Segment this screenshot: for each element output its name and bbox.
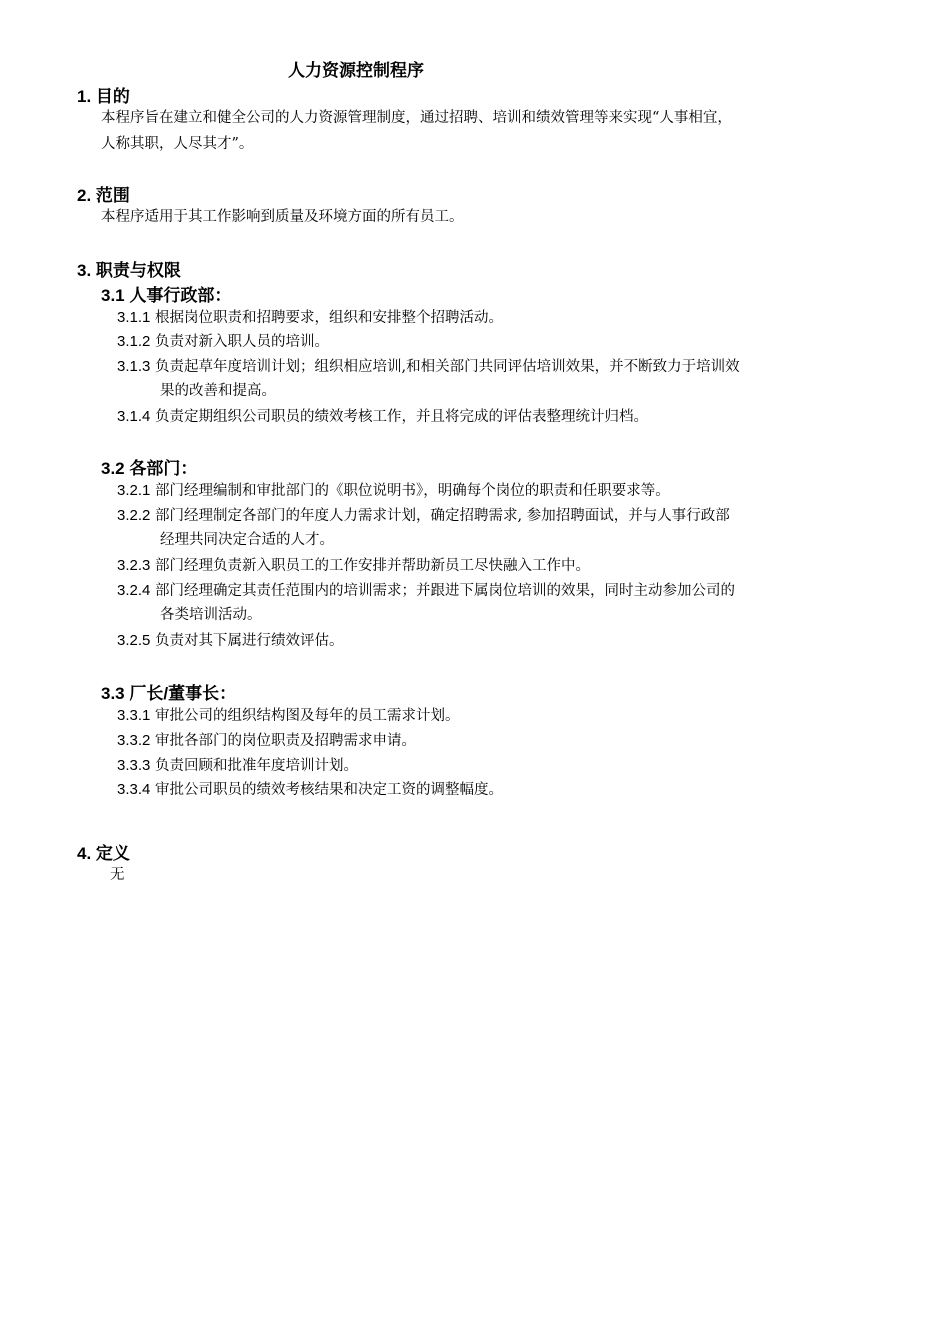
list-item: [117, 404, 648, 430]
subsection-heading-hr-admin: 3.1 人事行政部：: [101, 286, 232, 305]
item-number: 3.3.2: [117, 732, 151, 749]
item-text: 负责起草年度培训计划；组织相应培训,和相关部门共同评估培训效果，并不断致力于培训效: [154, 359, 740, 375]
section-text-line: 本程序适用于其工作影响到质量及环境方面的所有员工。: [101, 209, 464, 225]
subsection-heading-director: 3.3 厂长/董事长：: [101, 684, 237, 703]
item-number: 3.3.1: [117, 707, 151, 724]
section-text-line: 本程序旨在建立和健全公司的人力资源管理制度，通过招聘、培训和绩效管理等来实现“人事相宜，: [101, 110, 732, 126]
item-text: 审批公司的组织结构图及每年的员工需求计划。: [154, 708, 460, 724]
list-item: [117, 728, 416, 754]
item-number: 3.2.5: [117, 632, 151, 649]
item-number: 3.1.4: [117, 408, 151, 425]
section-heading-scope: 2. 范围: [77, 186, 130, 205]
item-text: 审批各部门的岗位职责及招聘需求申请。: [154, 733, 416, 749]
item-text: 根据岗位职责和招聘要求，组织和安排整个招聘活动。: [154, 310, 503, 326]
item-text: 部门经理确定其责任范围内的培训需求；并跟进下属岗位培训的效果，同时主动参加公司的: [154, 583, 735, 599]
item-number: 3.2.3: [117, 557, 151, 574]
list-item: [117, 703, 459, 729]
list-item: [117, 503, 730, 529]
item-number: 3.1.1: [117, 309, 151, 326]
item-continuation: 各类培训活动。: [160, 607, 262, 623]
section-heading-purpose: 1. 目的: [77, 87, 130, 106]
item-text: 负责对其下属进行绩效评估。: [154, 633, 344, 649]
document-title: 人力资源控制程序: [288, 61, 424, 81]
item-text: 负责回顾和批准年度培训计划。: [154, 758, 358, 774]
item-continuation: 经理共同决定合适的人才。: [160, 532, 334, 548]
item-continuation: 果的改善和提高。: [160, 383, 276, 399]
list-item: [117, 553, 590, 579]
list-item: [117, 753, 358, 779]
item-text: 部门经理编制和审批部门的《职位说明书》，明确每个岗位的职责和任职要求等。: [154, 483, 670, 499]
item-text: 部门经理制定各部门的年度人力需求计划，确定招聘需求, 参加招聘面试，并与人事行政部: [154, 508, 730, 524]
item-text: 负责对新入职人员的培训。: [154, 334, 329, 350]
subsection-heading-departments: 3.2 各部门：: [101, 459, 198, 478]
list-item: [117, 478, 670, 504]
item-number: 3.2.2: [117, 507, 151, 524]
item-text: 部门经理负责新入职员工的工作安排并帮助新员工尽快融入工作中。: [154, 558, 590, 574]
item-number: 3.1.3: [117, 358, 151, 375]
item-text: 负责定期组织公司职员的绩效考核工作，并且将完成的评估表整理统计归档。: [154, 409, 648, 425]
list-item: [117, 329, 329, 355]
section-text-line: 无: [110, 867, 125, 883]
item-number: 3.2.1: [117, 482, 151, 499]
item-text: 审批公司职员的绩效考核结果和决定工资的调整幅度。: [154, 782, 503, 798]
item-number: 3.1.2: [117, 333, 151, 350]
list-item: [117, 628, 343, 654]
list-item: [117, 354, 740, 380]
section-text-line: 人称其职，人尽其才”。: [101, 136, 254, 152]
item-number: 3.3.4: [117, 781, 151, 798]
section-heading-responsibilities: 3. 职责与权限: [77, 261, 181, 280]
item-number: 3.3.3: [117, 757, 151, 774]
list-item: [117, 578, 735, 604]
section-heading-definitions: 4. 定义: [77, 844, 130, 863]
list-item: [117, 777, 503, 803]
item-number: 3.2.4: [117, 582, 151, 599]
list-item: [117, 305, 503, 331]
